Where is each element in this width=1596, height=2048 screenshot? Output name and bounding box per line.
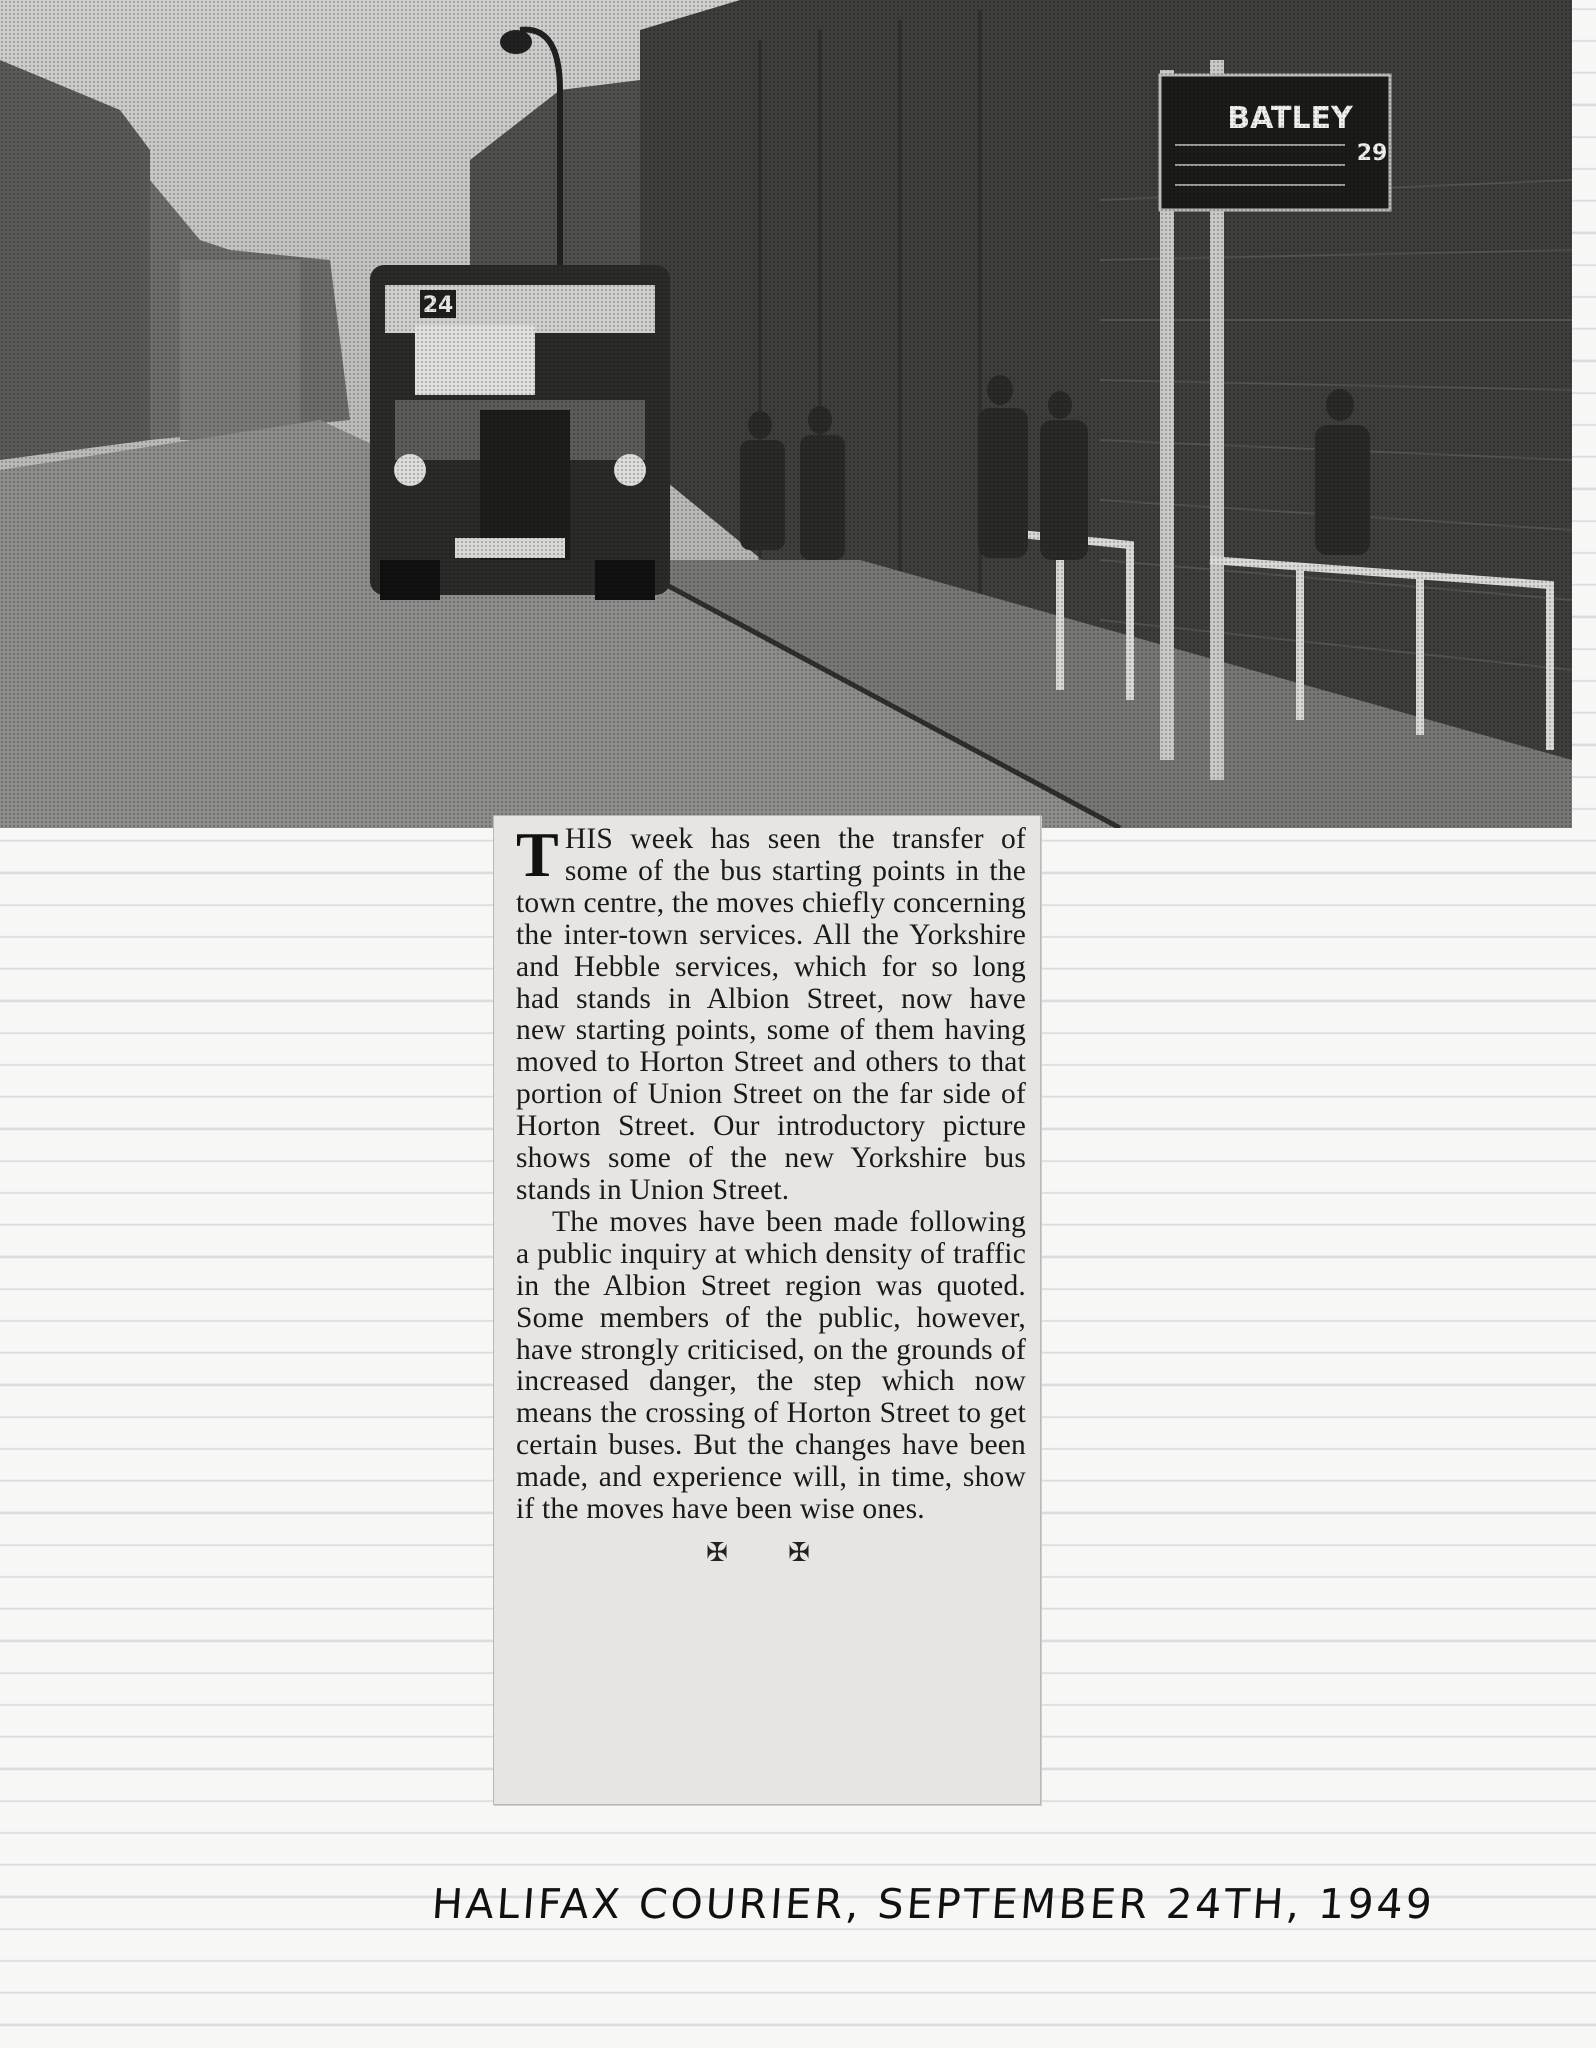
- article-clipping: [493, 815, 1041, 1805]
- article-lead-word: HIS: [564, 823, 614, 855]
- article-body: [516, 819, 1026, 1526]
- article-paragraph-2: The moves have been made following a public inquiry at which density of traffic in the Albion Street region was quoted. Some members of the public, however, have strongly criticised, on the grounds of increased danger, the step which now means the crossing of Horton Street to get certain buses. But the changes have been made, and experience will, in time, show if the moves have been wise ones.: [516, 1205, 1026, 1526]
- ornament-crosses: ✠ ✠: [706, 1537, 836, 1568]
- article-paragraph-1-text: week has seen the transfer of some of the bus starting points in the town centre, the moves chiefly concerning the inter-town services. All the Yorkshire and Hebble services, which for so long had stands in Albion Street, now have new starting points, some of them having moved to Horton Street and others to that portion of Union Street on the far side of Horton Street. Our introductory picture shows some of the new Yorkshire bus stands in Union Street.: [516, 823, 1026, 1206]
- handwritten-source-caption: HALIFAX COURIER, SEPTEMBER 24TH, 1949: [430, 1880, 1437, 1928]
- article-paragraph-1: [516, 819, 1026, 1207]
- newspaper-photo-bus-stands: [0, 0, 1572, 828]
- drop-cap: T: [516, 819, 559, 890]
